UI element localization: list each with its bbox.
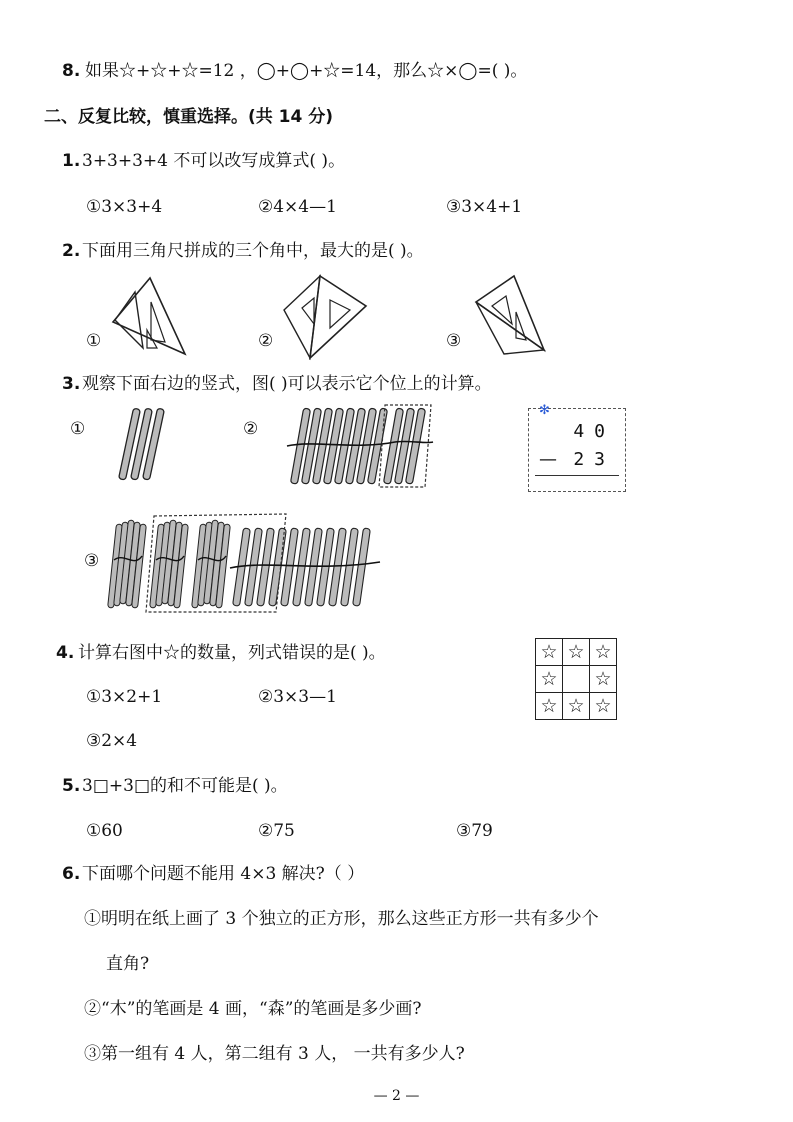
bundle-1 [108,520,147,608]
q6-number: 6. [62,864,81,884]
empty-cell [563,666,590,693]
q4-option-2: ②3×3—1 [258,687,337,707]
q4-text: 计算右图中☆的数量，列式错误的是( )。 [78,643,386,663]
q6-option-1: ①明明在纸上画了 3 个独立的正方形，那么这些正方形一共有多少个 [84,909,599,929]
asterisk-mark-icon: ✻ [539,403,550,418]
q2-number: 2. [62,241,81,261]
set-square-angle-figure-3 [468,272,563,360]
page-number: — 2 — [373,1088,420,1104]
sticks-figure-1 [112,404,172,484]
q3-label-2: ② [243,419,259,439]
section-2-title: 二、反复比较，慎重选择。(共 14 分) [44,107,334,127]
q3-text: 观察下面右边的竖式，图( )可以表示它个位上的计算。 [82,374,492,394]
star-cell: ☆ [590,639,617,666]
sticks-figure-2 [285,402,435,490]
star-cell: ☆ [536,693,563,720]
q5-option-2: ②75 [258,821,295,841]
q3-number: 3. [62,374,81,394]
star-cell: ☆ [536,666,563,693]
q3-label-1: ① [70,419,86,439]
bundle-3 [192,520,231,608]
vertical-minus-sign: — [539,449,557,470]
star-cell: ☆ [590,693,617,720]
q4-option-3: ③2×4 [86,731,138,751]
q5-text: 3□+3□的和不可能是( )。 [82,776,288,796]
q4-option-1: ①3×2+1 [86,687,163,707]
star-cell: ☆ [536,639,563,666]
q8-text: 如果☆+☆+☆=12 ，◯+◯+☆=14，那么☆×◯=( )。 [85,61,528,81]
q6-option-3: ③第一组有 4 人，第二组有 3 人， 一共有多少人? [84,1044,465,1064]
star-cell: ☆ [563,693,590,720]
q6-option-1-continued: 直角? [106,954,150,974]
q2-label-2: ② [258,331,274,351]
q1-option-1: ①3×3+4 [86,197,163,217]
q6-text: 下面哪个问题不能用 4×3 解决?（ ） [82,864,365,884]
star-grid [535,638,617,720]
q8-number: 8. [62,61,81,81]
star-cell: ☆ [563,639,590,666]
vertical-subtraction [528,403,626,492]
q2-label-1: ① [86,331,102,351]
q5-number: 5. [62,776,81,796]
set-square-angle-figure-1 [105,272,200,360]
star-cell: ☆ [590,666,617,693]
q5-option-1: ①60 [86,821,123,841]
vertical-top-number: 40 [573,421,615,442]
q1-option-3: ③3×4+1 [446,197,523,217]
q4-number: 4. [56,643,75,663]
vertical-bottom-number: 23 [573,449,615,470]
q2-label-3: ③ [446,331,462,351]
set-square-angle-figure-2 [280,268,375,363]
sticks-figure-3 [106,512,386,616]
q1-text: 3+3+3+4 不可以改写成算式( )。 [82,151,346,171]
q6-option-2: ②“木”的笔画是 4 画，“森”的笔画是多少画? [84,999,422,1019]
q1-number: 1. [62,151,81,171]
vertical-result-line [535,475,619,476]
bundle-2 [150,520,189,608]
q2-text: 下面用三角尺拼成的三个角中，最大的是( )。 [82,241,424,261]
q5-option-3: ③79 [456,821,493,841]
q1-option-2: ②4×4—1 [258,197,337,217]
q3-label-3: ③ [84,551,100,571]
